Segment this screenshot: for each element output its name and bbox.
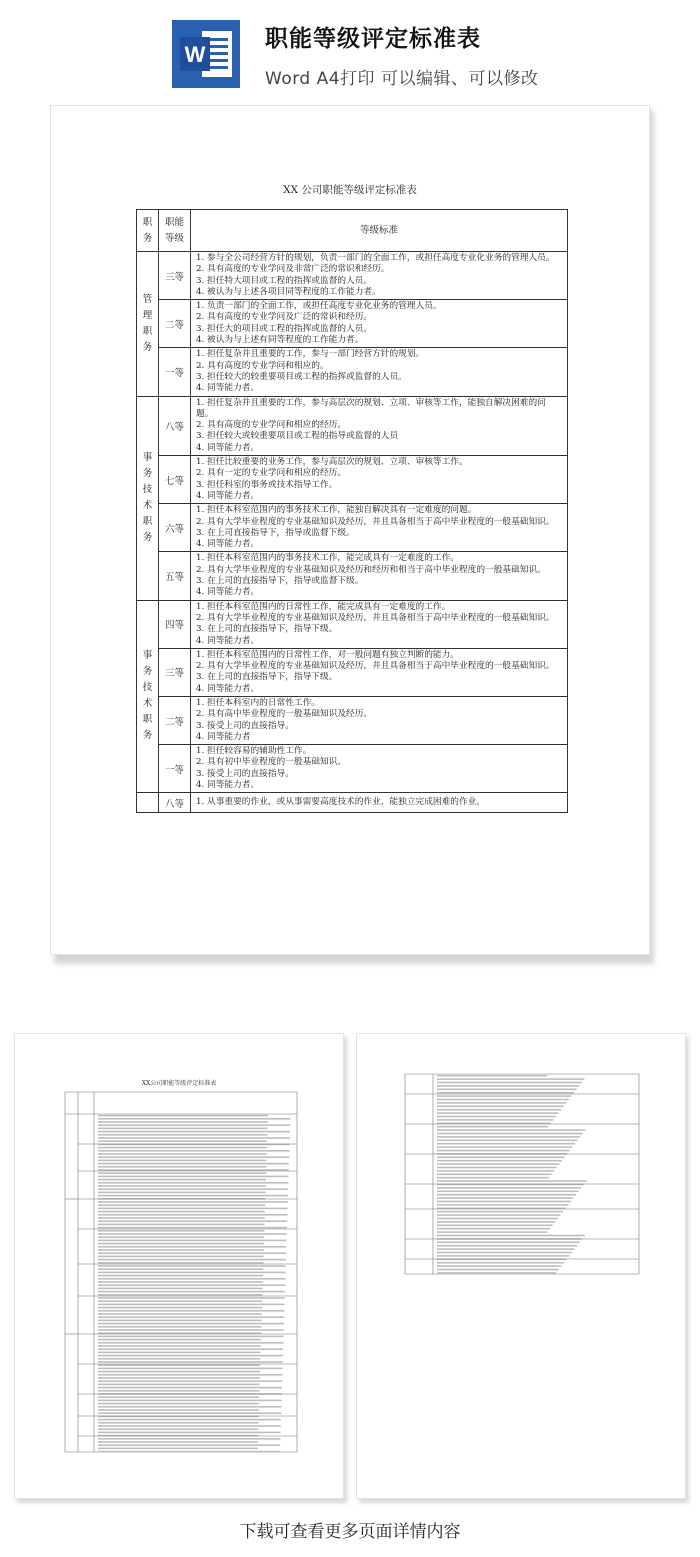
thumbnail-text-line [98, 1313, 262, 1315]
thumbnail-text-line [98, 1371, 260, 1373]
thumbnail-text-line [98, 1310, 284, 1312]
thumbnail-text-line [437, 1085, 579, 1087]
criteria-item: 1. 担任本科室范围内的事务技术工作，能完成具有一定难度的工作。 [196, 553, 459, 564]
thumbnail-text-line [98, 1128, 268, 1130]
thumbnail-text-line [98, 1323, 284, 1325]
thumbnail-text-line [98, 1358, 260, 1360]
duty-label: 事务技术职务 [142, 650, 153, 742]
thumbnail-table-lines [15, 1034, 345, 1500]
thumbnail-text-line [98, 1368, 283, 1370]
thumbnail-text-line [98, 1339, 261, 1341]
thumbnail-text-line [437, 1262, 564, 1264]
thumbnail-text-line [437, 1242, 580, 1244]
thumbnail-text-line [98, 1201, 288, 1203]
criteria-item: 4. 被认为与上述各项目同等程度的工作能力者。 [196, 286, 381, 297]
thumbnail-text-line [98, 1176, 289, 1178]
thumbnail-text-line [98, 1294, 262, 1296]
criteria-item: 1. 担任复杂并且重要的工作，参与高层次的规划、立项、审核等工作，能独自解决困难的问题。 [196, 397, 546, 419]
criteria-cell [191, 348, 568, 396]
criteria-cell [191, 396, 568, 455]
thumbnail-text-line [437, 1269, 559, 1271]
criteria-item: 3. 接受上司的直接指导。 [196, 768, 294, 779]
criteria-cell [191, 300, 568, 348]
thumbnail-text-line [437, 1136, 580, 1138]
table-row [137, 348, 568, 396]
thumbnail-text-line [98, 1342, 283, 1344]
thumbnail-text-line [437, 1255, 569, 1257]
table-row [137, 396, 568, 455]
thumbnail-text-line [98, 1320, 262, 1322]
level-cell: 一等 [159, 348, 191, 396]
thumbnail-text-line [437, 1194, 576, 1196]
thumbnail-text-line [437, 1265, 561, 1267]
thumbnail-text-line [98, 1278, 285, 1280]
thumbnail-text-line [437, 1146, 572, 1148]
table-row [137, 600, 568, 648]
duty-label: 管理职务 [142, 293, 153, 353]
thumbnail-text-line [98, 1300, 262, 1302]
col-header-standard: 等级标准 [191, 210, 568, 252]
criteria-cell [191, 696, 568, 744]
criteria-item: 4. 同等能力者。 [196, 683, 260, 694]
table-header-row [137, 210, 568, 252]
criteria-item: 2. 具有大学毕业程度的专业基础知识及经历和经历和相当于高中毕业程度的一般基础知识。 [196, 564, 546, 575]
table-row [137, 745, 568, 793]
page-thumbnail-2[interactable] [356, 1033, 686, 1499]
thumbnail-text-line [437, 1221, 555, 1223]
thumbnail-text-line [98, 1355, 283, 1357]
thumbnail-text-line [98, 1288, 263, 1290]
criteria-item: 3. 担任特大项目或工程的指挥或监督的人员。 [196, 275, 373, 286]
thumbnail-text-line [98, 1304, 285, 1306]
thumbnail-text-line [98, 1185, 266, 1187]
criteria-cell [191, 600, 568, 648]
thumbnail-text-line [437, 1126, 548, 1128]
criteria-item: 2. 具有高中毕业程度的一般基础知识及经历。 [196, 709, 373, 720]
level-cell: 二等 [159, 696, 191, 744]
thumbnail-text-line [98, 1380, 282, 1382]
criteria-item: 1. 从事重要的作业，或从事需要高度技术的作业，能独立完成困难的作业。 [196, 797, 486, 808]
thumbnail-text-line [437, 1211, 563, 1213]
thumbnail-text-line [98, 1297, 285, 1299]
table-row [137, 456, 568, 504]
thumbnail-text-line [437, 1214, 560, 1216]
table-body [137, 252, 568, 813]
page-thumbnail-1[interactable] [14, 1033, 344, 1499]
thumbnail-text-line [98, 1118, 290, 1120]
thumbnail-text-line [98, 1265, 286, 1267]
thumbnail-text-line [437, 1140, 578, 1142]
thumbnail-text-line [98, 1233, 287, 1235]
criteria-item: 4. 同等能力者。 [196, 780, 260, 791]
thumbnail-text-line [98, 1316, 284, 1318]
criteria-item: 2. 具有大学毕业程度的专业基础知识及经历，并且具备相当于高中毕业程度的一般基础知识。 [196, 612, 555, 623]
criteria-item: 2. 具有大学毕业程度的专业基础知识及经历，并且具备相当于高中毕业程度的一般基础知识。 [196, 516, 555, 527]
thumbnail-text-line [98, 1352, 261, 1354]
criteria-item: 1. 担任本科室范围内的日常性工作，能完成具有一定难度的工作。 [196, 601, 451, 612]
criteria-item: 1. 担任比较重要的业务工作，参与高层次的规划、立项、审核等工作。 [196, 457, 468, 468]
col-header-duty: 职务 [137, 210, 159, 252]
thumbnail-text-line [98, 1131, 290, 1133]
thumbnail-text-line [98, 1419, 281, 1421]
thumbnail-text-line [98, 1428, 258, 1430]
document-title: XX 公司职能等级评定标准表 [283, 184, 417, 196]
thumbnail-text-line [98, 1195, 288, 1197]
thumbnail-text-line [98, 1345, 261, 1347]
thumbnail-text-line [437, 1150, 570, 1152]
criteria-item: 2. 具有大学毕业程度的专业基础知识及经历，并且具备相当于高中毕业程度的一般基础知识。 [196, 661, 555, 672]
level-cell: 三等 [159, 252, 191, 300]
thumbnail-text-line [98, 1156, 289, 1158]
thumbnail-text-line [98, 1163, 289, 1165]
thumbnail-text-line [98, 1211, 265, 1213]
word-document-icon [172, 20, 240, 88]
criteria-item: 1. 负责一部门的全面工作，或担任高度专业化业务的管理人员。 [196, 301, 442, 312]
thumbnail-text-line [98, 1236, 264, 1238]
thumbnail-text-line [98, 1188, 288, 1190]
thumbnail-text-line [98, 1403, 259, 1405]
thumbnail-text-line [437, 1191, 579, 1193]
criteria-item: 1. 担任本科室内的日常性工作。 [196, 697, 320, 708]
criteria-item: 3. 担任大的项目或工程的指挥或监督的人员。 [196, 323, 373, 334]
thumbnail-text-line [98, 1412, 281, 1414]
level-cell: 六等 [159, 504, 191, 552]
level-cell: 一等 [159, 745, 191, 793]
thumbnail-text-line [98, 1406, 281, 1408]
thumbnail-text-line [98, 1150, 289, 1152]
thumbnail-text-line [98, 1192, 266, 1194]
thumbnail-text-line [437, 1201, 571, 1203]
criteria-item: 2. 具有高度的专业学问及广泛的常识和经历。 [196, 312, 373, 323]
thumbnail-text-line [98, 1246, 286, 1248]
thumbnail-text-line [98, 1432, 281, 1434]
thumbnail-text-line [98, 1240, 287, 1242]
duty-cell [137, 793, 159, 813]
thumbnail-text-line [98, 1275, 263, 1277]
thumbnail-text-line [98, 1422, 258, 1424]
svg-text:W: W [184, 42, 206, 67]
page-subtitle: Word A4打印 可以编辑、可以修改 [265, 69, 539, 89]
criteria-item: 3. 在上司的直接指导下，指导或监督下级。 [196, 576, 364, 587]
criteria-item: 3. 担任科室的事务或技术指导工作。 [196, 479, 338, 490]
criteria-item: 2. 具有初中毕业程度的一般基础知识。 [196, 757, 347, 768]
thumbnail-text-line [437, 1092, 574, 1094]
criteria-item: 1. 担任复杂并且重要的工作，参与一部门经营方针的规划。 [196, 349, 425, 360]
thumbnail-text-line [98, 1220, 287, 1222]
thumbnail-text-line [98, 1121, 268, 1123]
criteria-cell [191, 793, 568, 813]
table-row [137, 648, 568, 696]
thumbnail-text-line [98, 1160, 267, 1162]
thumbnail-text-line [437, 1235, 585, 1237]
thumbnail-text-line [98, 1374, 282, 1376]
thumbnail-text-line [437, 1174, 552, 1176]
thumbnail-text-line [98, 1272, 286, 1274]
thumbnail-text-line [437, 1204, 568, 1206]
thumbnail-text-line [98, 1438, 280, 1440]
thumbnail-text-line [98, 1249, 264, 1251]
thumbnail-text-line [437, 1129, 585, 1131]
criteria-item: 4. 同等能力者。 [196, 587, 260, 598]
criteria-item: 4. 同等能力者。 [196, 635, 260, 646]
thumbnail-text-line [98, 1230, 264, 1232]
thumbnail-text-line [98, 1204, 265, 1206]
thumbnail-text-line [437, 1187, 581, 1189]
thumbnail-text-line [98, 1208, 288, 1210]
thumbnail-text-line [437, 1160, 562, 1162]
thumbnail-text-line [98, 1396, 259, 1398]
criteria-item: 2. 具有高度的专业学问和相应的经历。 [196, 420, 347, 431]
criteria-item: 4. 同等能力者。 [196, 383, 260, 394]
criteria-item: 1. 担任本科室范围内的事务技术工作，能独自解决具有一定难度的问题。 [196, 505, 477, 516]
criteria-item: 4. 同等能力者。 [196, 539, 260, 550]
level-cell: 四等 [159, 600, 191, 648]
thumbnail-text-line [437, 1245, 577, 1247]
thumbnail-text-line [98, 1348, 283, 1350]
table-row [137, 300, 568, 348]
thumbnail-text-line [98, 1166, 266, 1168]
criteria-item: 4. 同等能力者。 [196, 442, 260, 453]
thumbnail-text-line [98, 1224, 265, 1226]
thumbnail-text-line [98, 1390, 259, 1392]
thumbnail-text-line [437, 1272, 556, 1274]
thumbnail-text-line [437, 1143, 575, 1145]
level-cell: 七等 [159, 456, 191, 504]
table-row [137, 552, 568, 600]
level-cell: 八等 [159, 793, 191, 813]
thumbnail-text-line [437, 1078, 584, 1080]
thumbnail-text-line [437, 1231, 547, 1233]
thumbnail-text-line [98, 1259, 286, 1261]
thumbnail-text-line [437, 1102, 566, 1104]
thumbnail-text-line [98, 1179, 266, 1181]
thumbnail-text-line [437, 1112, 558, 1114]
thumbnail-text-line [437, 1197, 573, 1199]
thumbnail-text-line [98, 1425, 281, 1427]
thumbnail-text-line [98, 1361, 283, 1363]
thumbnail-text-line [98, 1256, 264, 1258]
criteria-item: 1. 参与全公司经营方针的规划，负责一部门的全面工作，或担任高度专业化业务的管理人员。 [196, 253, 555, 263]
thumbnail-text-line [437, 1075, 547, 1077]
thumbnail-text-line [98, 1329, 284, 1331]
criteria-item: 3. 接受上司的直接指导。 [196, 720, 294, 731]
thumbnail-text-line [98, 1169, 289, 1171]
criteria-cell [191, 504, 568, 552]
criteria-item: 4. 同等能力者。 [196, 490, 260, 501]
thumbnail-text-line [98, 1243, 264, 1245]
thumbnail-text-line [98, 1137, 290, 1139]
thumbnail-text-line [98, 1448, 258, 1450]
thumbnail-text-line [437, 1177, 549, 1179]
thumbnail-text-line [437, 1082, 582, 1084]
criteria-item: 3. 在上司的直接指导下，指导下级。 [196, 672, 338, 683]
grade-standard-table [136, 209, 568, 813]
thumbnail-text-line [437, 1095, 571, 1097]
level-cell: 八等 [159, 396, 191, 455]
thumbnail-text-line [437, 1163, 559, 1165]
page-title: 职能等级评定标准表 [265, 26, 481, 52]
table-row [137, 696, 568, 744]
table-row [137, 793, 568, 813]
download-hint[interactable]: 下载可查看更多页面详情内容 [239, 1522, 461, 1542]
criteria-item: 2. 具有高度的专业学问和相应的。 [196, 360, 329, 371]
thumbnail-text-line [98, 1364, 260, 1366]
thumbnail-title: XX公司职能等级评定标准表 [141, 1080, 217, 1087]
thumbnail-text-line [437, 1167, 557, 1169]
thumbnail-text-line [98, 1307, 262, 1309]
level-cell: 三等 [159, 648, 191, 696]
criteria-item: 3. 在上司直接指导下，指导或监督下级。 [196, 527, 355, 538]
thumbnail-text-line [98, 1140, 267, 1142]
thumbnail-text-line [437, 1099, 569, 1101]
document-page-preview[interactable] [50, 105, 650, 955]
criteria-cell [191, 252, 568, 300]
thumbnail-text-line [98, 1115, 268, 1117]
criteria-item: 3. 担任较大或较重要项目或工程的指导或监督的人员 [196, 431, 399, 442]
duty-cell [137, 252, 159, 397]
thumbnail-text-line [98, 1291, 285, 1293]
thumbnail-text-line [98, 1214, 287, 1216]
thumbnail-text-line [98, 1268, 263, 1270]
thumbnail-text-line [437, 1109, 561, 1111]
table-row [137, 252, 568, 300]
thumbnail-text-line [437, 1106, 564, 1108]
criteria-item: 4. 被认为与上述有同等程度的工作能力者。 [196, 335, 364, 346]
criteria-item: 2. 具有一定的专业学问和相应的经历。 [196, 468, 347, 479]
thumbnail-text-line [98, 1384, 260, 1386]
thumbnail-text-line [98, 1262, 263, 1264]
thumbnail-text-line [437, 1228, 550, 1230]
criteria-item: 1. 担任较容易的辅助性工作。 [196, 746, 312, 757]
thumbnail-text-line [98, 1182, 288, 1184]
duty-cell [137, 600, 159, 793]
thumbnail-text-line [437, 1252, 572, 1254]
header [0, 0, 700, 100]
thumbnail-text-line [437, 1119, 553, 1121]
thumbnail-table-lines [357, 1034, 687, 1500]
thumbnail-text-line [98, 1336, 284, 1338]
thumbnail-text-line [98, 1252, 286, 1254]
thumbnail-text-line [98, 1153, 267, 1155]
thumbnail-text-line [98, 1217, 265, 1219]
thumbnail-text-line [98, 1326, 261, 1328]
duty-cell [137, 396, 159, 600]
thumbnail-text-line [98, 1444, 280, 1446]
thumbnail-text-line [437, 1225, 553, 1227]
thumbnail-text-line [98, 1441, 258, 1443]
criteria-cell [191, 648, 568, 696]
thumbnail-text-line [98, 1281, 263, 1283]
table-row [137, 504, 568, 552]
thumbnail-text-line [437, 1170, 554, 1172]
thumbnail-text-line [98, 1451, 280, 1453]
thumbnail-text-line [437, 1218, 558, 1220]
thumbnail-text-line [98, 1227, 287, 1229]
thumbnail-text-line [98, 1124, 290, 1126]
criteria-item: 1. 担任本科室范围内的日常性工作，对一般问题有独立判断的能力。 [196, 649, 459, 660]
criteria-cell [191, 745, 568, 793]
thumbnail-text-line [98, 1409, 259, 1411]
thumbnail-text-line [437, 1157, 565, 1159]
thumbnail-text-line [437, 1089, 577, 1091]
thumbnail-text-line [98, 1377, 260, 1379]
thumbnail-text-line [98, 1172, 266, 1174]
thumbnail-text-line [437, 1248, 574, 1250]
thumbnail-text-line [437, 1133, 583, 1135]
criteria-item: 4. 同等能力者 [196, 731, 251, 742]
level-cell: 二等 [159, 300, 191, 348]
thumbnail-text-line [437, 1180, 586, 1182]
level-cell: 五等 [159, 552, 191, 600]
thumbnail-text-line [98, 1147, 267, 1149]
criteria-item: 2. 具有高度的专业学问及非常广泛的常识和经历。 [196, 264, 390, 275]
criteria-cell [191, 552, 568, 600]
thumbnail-text-line [98, 1400, 282, 1402]
thumbnail-text-line [98, 1284, 285, 1286]
thumbnail-text-line [98, 1134, 267, 1136]
criteria-item: 3. 在上司的直接指导下，指导下级。 [196, 624, 338, 635]
criteria-item: 3. 担任较大的较重要项目或工程的指挥或监督的人员。 [196, 371, 407, 382]
thumbnail-text-line [437, 1116, 556, 1118]
thumbnail-text-line [98, 1387, 282, 1389]
duty-label: 事务技术职务 [142, 452, 153, 544]
col-header-level: 职能等级 [159, 210, 191, 252]
criteria-cell [191, 456, 568, 504]
